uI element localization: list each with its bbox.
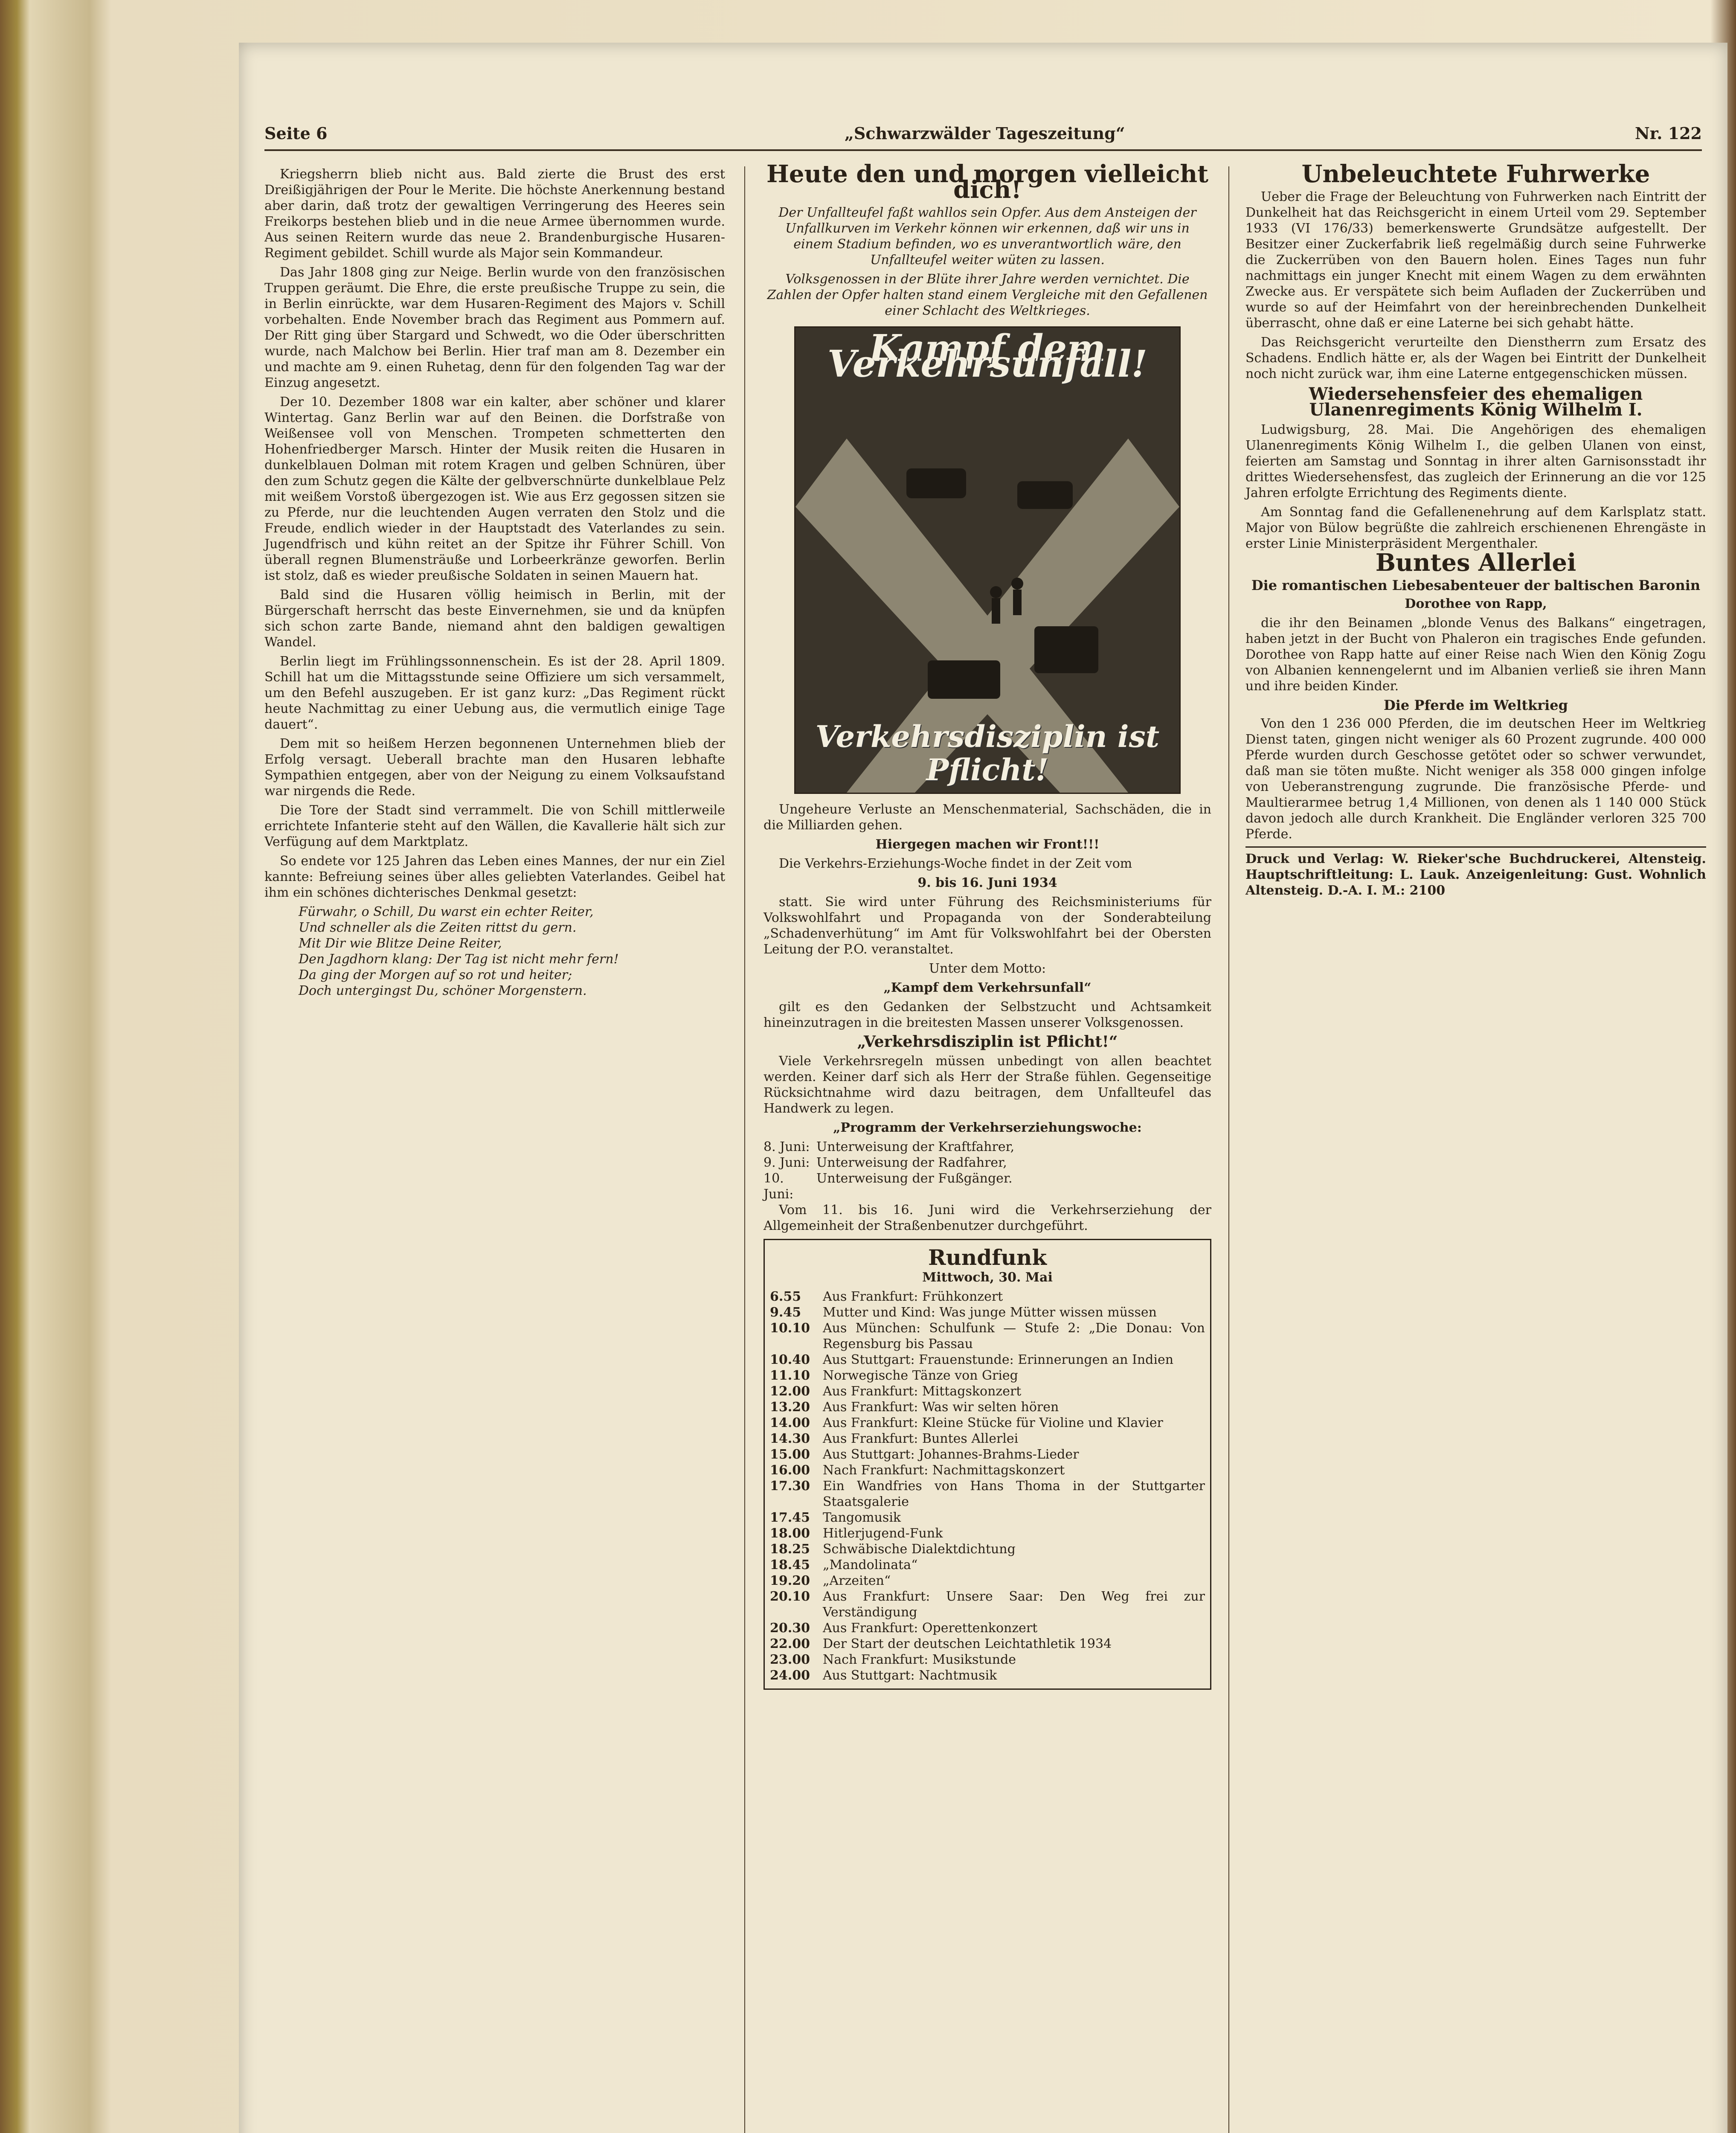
- article-paragraph: Berlin liegt im Frühlingssonnenschein. Es ist der 28. April 1809. Schill hat um die Mittagsstunde seine Offiziere um sich versammelt, um den Befehl auszugeben. Er ist ganz kurz: „Das Regiment rückt heute Nachmittag zu einer Uebung aus, die vermutlich einige Tage dauert“.: [264, 654, 725, 732]
- programme-item: 9. Juni: Unterweisung der Radfahrer,: [763, 1155, 1007, 1170]
- radio-item: 9.45 Mutter und Kind: Was junge Mütter wissen müssen: [770, 1305, 1157, 1320]
- article-paragraph: Dem mit so heißem Herzen begonnenen Unternehmen blieb der Erfolg versagt. Ueberall brachte man den Husaren lebhafte Sympathien entgegen, aber von der Neigung zu einem Volksaufstand war nirgends die Rede.: [264, 736, 725, 799]
- motto-text: „Kampf dem Verkehrsunfall“: [883, 980, 1092, 995]
- article-paragraph: Die Tore der Stadt sind verrammelt. Die von Schill mittlerweile errichtete Infanterie steht auf den Wällen, die Kavallerie hält sich zur Verfügung auf dem Marktplatz.: [264, 803, 725, 849]
- article-paragraph: Der 10. Dezember 1808 war ein kalter, aber schöner und klarer Wintertag. Ganz Berlin war auf den Beinen. die Dorfstraße von Weißensee voll von Menschen. Trompeten schmetterten den Hohenfriedberger Marsch. Hinter der Musik reiten die Husaren in dunkelblauen Dolman mit rotem Kragen und gelben Schnüren, über den zum Schutz gegen die Kälte der gelbverschnürte dunkelblaue Pelz mit weißem Vorstoß übergezogen ist. Wie aus Erz gegossen sitzen sie zu Pferde, nur die leuchtenden Augen verraten den Stolz und die Freude, endlich wieder in der Hauptstadt des Vaterlandes zu sein. Jugendfrisch und kühn reitet an der Spitze ihr Führer Schill. Von überall regnen Blumensträuße und Lorbeerkränze geworfen. Berlin ist stolz, daß es wieder preußische Soldaten in seinen Mauern hat.: [264, 395, 725, 583]
- radio-day: Mittwoch, 30. Mai: [922, 1270, 1053, 1285]
- traffic-intro-2: Volksgenossen in der Blüte ihrer Jahre werden vernichtet. Die Zahlen der Opfer halten stand einem Vergleiche mit den Gefallenen einer Schlacht des Weltkrieges.: [767, 272, 1208, 318]
- traffic-paragraph: Viele Verkehrsregeln müssen unbedingt von allen beachtet werden. Keiner darf sich als Herr der Straße fühlen. Gegenseitige Rücksichtnahme wird dazu beitragen, dem Unfallteufel das Handwerk zu legen.: [763, 1054, 1211, 1116]
- radio-item: 15.00 Aus Stuttgart: Johannes-Brahms-Lieder: [770, 1447, 1079, 1462]
- radio-item: 19.20 „Arzeiten“: [770, 1573, 891, 1588]
- radio-item: 14.00 Aus Frankfurt: Kleine Stücke für Violine und Klavier: [770, 1415, 1163, 1430]
- poster-slogan-bottom: Verkehrsdisziplin ist Pflicht!: [815, 719, 1160, 788]
- radio-item: 17.30 Ein Wandfries von Hans Thoma in der Stuttgarter Staatsgalerie: [770, 1479, 1205, 1509]
- newspaper-page: [239, 43, 1727, 2133]
- poem-line: Da ging der Morgen auf so rot und heiter;: [299, 968, 572, 982]
- wagons-headline: Unbeleuchtete Fuhrwerke: [1301, 160, 1650, 188]
- traffic-paragraph: Vom 11. bis 16. Juni wird die Verkehrserziehung der Allgemeinheit der Straßenbenutzer durchgeführt.: [763, 1203, 1211, 1233]
- radio-item: 6.55 Aus Frankfurt: Frühkonzert: [770, 1289, 1003, 1304]
- radio-item: 23.00 Nach Frankfurt: Musikstunde: [770, 1652, 1016, 1667]
- baroness-name: Dorothee von Rapp,: [1405, 596, 1547, 611]
- traffic-headline: Heute den und morgen vielleicht dich!: [766, 160, 1208, 204]
- radio-item: 14.30 Aus Frankfurt: Buntes Allerlei: [770, 1431, 1019, 1446]
- article-paragraph: So endete vor 125 Jahren das Leben eines Mannes, der nur ein Ziel kannte: Befreiung seines über alles geliebten Vaterlandes. Geibel hat ihm ein schönes dichterisches Denkmal gesetzt:: [264, 854, 725, 900]
- traffic-paragraph: Die Verkehrs-Erziehungs-Woche findet in der Zeit vom: [779, 856, 1132, 871]
- baroness-subhead: Die romantischen Liebesabenteuer der baltischen Baronin: [1251, 577, 1701, 593]
- column-rule: [744, 166, 745, 2133]
- poem-line: Doch untergingst Du, schöner Morgenstern.: [299, 983, 587, 998]
- newspaper-title: „Schwarzwälder Tageszeitung“: [845, 124, 1125, 143]
- radio-item: 24.00 Aus Stuttgart: Nachtmusik: [770, 1668, 997, 1683]
- radio-item: 22.00 Der Start der deutschen Leichtathletik 1934: [770, 1636, 1112, 1651]
- misc-headline: Buntes Allerlei: [1375, 549, 1576, 577]
- programme-title: „Programm der Verkehrserziehungswoche:: [833, 1120, 1142, 1135]
- radio-item: 11.10 Norwegische Tänze von Grieg: [770, 1368, 1018, 1383]
- wagons-paragraph: Ueber die Frage der Beleuchtung von Fuhrwerken nach Eintritt der Dunkelheit hat das Reichsgericht in einem Urteil vom 29. September 1933 (VI 176/33) bemerkenswerte Grundsätze aufgestellt. Der Besitzer einer Zuckerfabrik ließ regelmäßig durch seine Fuhrwerke die Zuckerrüben von den Bauern holen. Eines Tages nun fuhr nachmittags ein junger Knecht mit einem Wagen zu dem erwähnten Zwecke aus. Er verspätete sich beim Aufladen der Zuckerrüben und wurde so auf der Heimfahrt von der hereinbrechenden Dunkelheit überrascht, ohne daß er eine Laterne bei sich gehabt hätte.: [1245, 189, 1706, 331]
- column-news: [1245, 160, 1706, 898]
- poem-line: Den Jagdhorn klang: Der Tag ist nicht mehr fern!: [299, 952, 619, 967]
- motto-label: Unter dem Motto:: [929, 961, 1046, 976]
- radio-item: 16.00 Nach Frankfurt: Nachmittagskonzert: [770, 1463, 1065, 1478]
- radio-item: 20.30 Aus Frankfurt: Operettenkonzert: [770, 1621, 1038, 1636]
- poem-line: Fürwahr, o Schill, Du warst ein echter Reiter,: [299, 904, 594, 919]
- ulan-paragraph: Am Sonntag fand die Gefallenenehrung auf dem Karlsplatz statt. Major von Bülow begrüßte die zahlreich erschienenen Ehrengäste in erster Linie Ministerpräsident Mergenthaler.: [1245, 505, 1706, 551]
- horses-subhead: Die Pferde im Weltkrieg: [1383, 697, 1568, 713]
- article-paragraph: Das Jahr 1808 ging zur Neige. Berlin wurde von den französischen Truppen geräumt. Die Ehre, die erste preußische Truppe zu sein, die in Berlin einrückte, war dem Husaren-Regiment des Majors v. Schill vorbehalten. Ende November brach das Regiment aus Pommern auf. Der Ritt ging über Stargard und Schwedt, wo die Oder überschritten wurde, nach Malchow bei Berlin. Hier traf man am 8. Dezember ein und machte am 9. einen Ruhetag, denn für den folgenden Tag war der Einzug angesetzt.: [264, 265, 725, 390]
- radio-item: 18.00 Hitlerjugend-Funk: [770, 1526, 943, 1541]
- traffic-paragraph: gilt es den Gedanken der Selbstzucht und Achtsamkeit hineinzutragen in die breitesten Massen unserer Volksgenossen.: [763, 1000, 1211, 1030]
- programme-item: 8. Juni: Unterweisung der Kraftfahrer,: [763, 1139, 1015, 1154]
- column-traffic-and-radio: [763, 160, 1211, 1695]
- radio-item: 12.00 Aus Frankfurt: Mittagskonzert: [770, 1384, 1022, 1399]
- traffic-paragraph: statt. Sie wird unter Führung des Reichsministeriums für Volkswohlfahrt und Propaganda von der Sonderabteilung „Schadenverhütung“ im Amt für Volkswohlfahrt bei der Obersten Leitung der P.O. veranstaltet.: [763, 895, 1211, 957]
- baroness-paragraph: die ihr den Beinamen „blonde Venus des Balkans“ eingetragen, haben jetzt in der Bucht von Phaleron ein tragisches Ende gefunden. Dorothee von Rapp hatte auf einer Reise nach Wien den König Zogu von Albanien kennengelernt und im Albanien verließ sie ihren Mann und ihre beiden Kinder.: [1245, 616, 1706, 694]
- article-paragraph: Kriegsherrn blieb nicht aus. Bald zierte die Brust des erst Dreißigjährigen der Pour le Merite. Die höchste Anerkennung bestand aber darin, daß trotz der gewaltigen Verringerung des Heeres sein Freikorps bestehen blieb und in die neue Armee übernommen wurde. Aus seinen Reitern wurde das neue 2. Brandenburgische Husaren-Regiment gebildet. Schill wurde als Major sein Kommandeur.: [264, 167, 725, 261]
- column-rule: [1228, 166, 1229, 2133]
- radio-programme-box: [763, 1239, 1211, 1690]
- traffic-poster-image: [794, 326, 1181, 794]
- article-paragraph: Bald sind die Husaren völlig heimisch in Berlin, mit der Bürgerschaft herrscht das beste Einvernehmen, sie und da knüpfen sich schon zarte Bande, niemand ahnt den baldigen gewaltigen Wandel.: [264, 587, 725, 650]
- radio-item: 18.25 Schwäbische Dialektdichtung: [770, 1542, 1016, 1557]
- programme-item: 10. Juni: Unterweisung der Fußgänger.: [763, 1171, 1013, 1202]
- traffic-intro: Der Unfallteufel faßt wahllos sein Opfer. Aus dem Ansteigen der Unfallkurven im Verkehr können wir erkennen, daß wir uns in einem Stadium befinden, wo es unverantwortlich wäre, den Unfallteufel weiter wüten zu lassen.: [778, 205, 1196, 267]
- poster-slogan-top: Kampf dem Verkehrsunfall!: [827, 327, 1148, 386]
- radio-listing: [770, 1289, 1205, 1683]
- horses-paragraph: Von den 1 236 000 Pferden, die im deutschen Heer im Weltkrieg Dienst taten, gingen nicht weniger als 60 Prozent zugrunde. 400 000 Pferde wurden durch Geschosse getötet oder so schwer verwundet, daß man sie töten mußte. Nicht weniger als 358 000 gingen infolge von Ueberanstrengung zugrunde. Die französische Pferde- und Maultierarmee betrug 1,4 Millionen, von denen als 1 140 000 Stück davon jedoch alle durch Krankheit. Die Engländer verloren 325 700 Pferde.: [1245, 716, 1706, 842]
- radio-item: 10.10 Aus München: Schulfunk — Stufe 2: „Die Donau: Von Regensburg bis Passau: [770, 1321, 1205, 1351]
- radio-headline: Rundfunk: [928, 1245, 1047, 1270]
- poem-line: Mit Dir wie Blitze Deine Reiter,: [299, 936, 502, 951]
- issue-number: Nr. 122: [1634, 124, 1702, 143]
- programme-list: [763, 1139, 1211, 1202]
- traffic-paragraph: Hiergegen machen wir Front!!!: [875, 837, 1100, 852]
- poem-line: Und schneller als die Zeiten rittst du gern.: [299, 920, 577, 935]
- imprint: Druck und Verlag: W. Rieker'sche Buchdruckerei, Altensteig. Hauptschriftleitung: L. Lauk. Anzeigenleitung: Gust. Wohnlich Altensteig. D.-A. I. M.: 2100: [1245, 846, 1706, 898]
- ulan-headline: Wiedersehensfeier des ehemaligen Ulanenregiments König Wilhelm I.: [1309, 384, 1643, 420]
- page-number: Seite 6: [264, 124, 328, 143]
- radio-item: 20.10 Aus Frankfurt: Unsere Saar: Den Weg frei zur Verständigung: [770, 1589, 1205, 1620]
- radio-item: 10.40 Aus Stuttgart: Frauenstunde: Erinnerungen an Indien: [770, 1352, 1174, 1367]
- traffic-dates: 9. bis 16. Juni 1934: [917, 875, 1057, 890]
- page-header: [264, 124, 1702, 151]
- radio-item: 13.20 Aus Frankfurt: Was wir selten hören: [770, 1400, 1059, 1415]
- radio-item: 18.45 „Mandolinata“: [770, 1558, 918, 1572]
- column-schill-article: [264, 166, 725, 999]
- traffic-paragraph: Ungeheure Verluste an Menschenmaterial, Sachschäden, die in die Milliarden gehen.: [763, 802, 1211, 833]
- radio-item: 17.45 Tangomusik: [770, 1510, 901, 1525]
- ulan-paragraph: Ludwigsburg, 28. Mai. Die Angehörigen des ehemaligen Ulanenregiments König Wilhelm I., die gelben Ulanen von einst, feierten am Samstag und Sonntag in ihrer alten Garnisonsstadt ihr drittes Wiedersehensfest, das zugleich der Erinnerung an die vor 125 Jahren erfolgte Errichtung des Regiments diente.: [1245, 422, 1706, 500]
- slogan-repeat: „Verkehrsdisziplin ist Pflicht!“: [857, 1033, 1118, 1051]
- wagons-paragraph: Das Reichsgericht verurteilte den Dienstherrn zum Ersatz des Schadens. Endlich hätte er, als der Wagen bei Eintritt der Dunkelheit noch nicht zurück war, ihm eine Laterne entgegenschicken müssen.: [1245, 335, 1706, 381]
